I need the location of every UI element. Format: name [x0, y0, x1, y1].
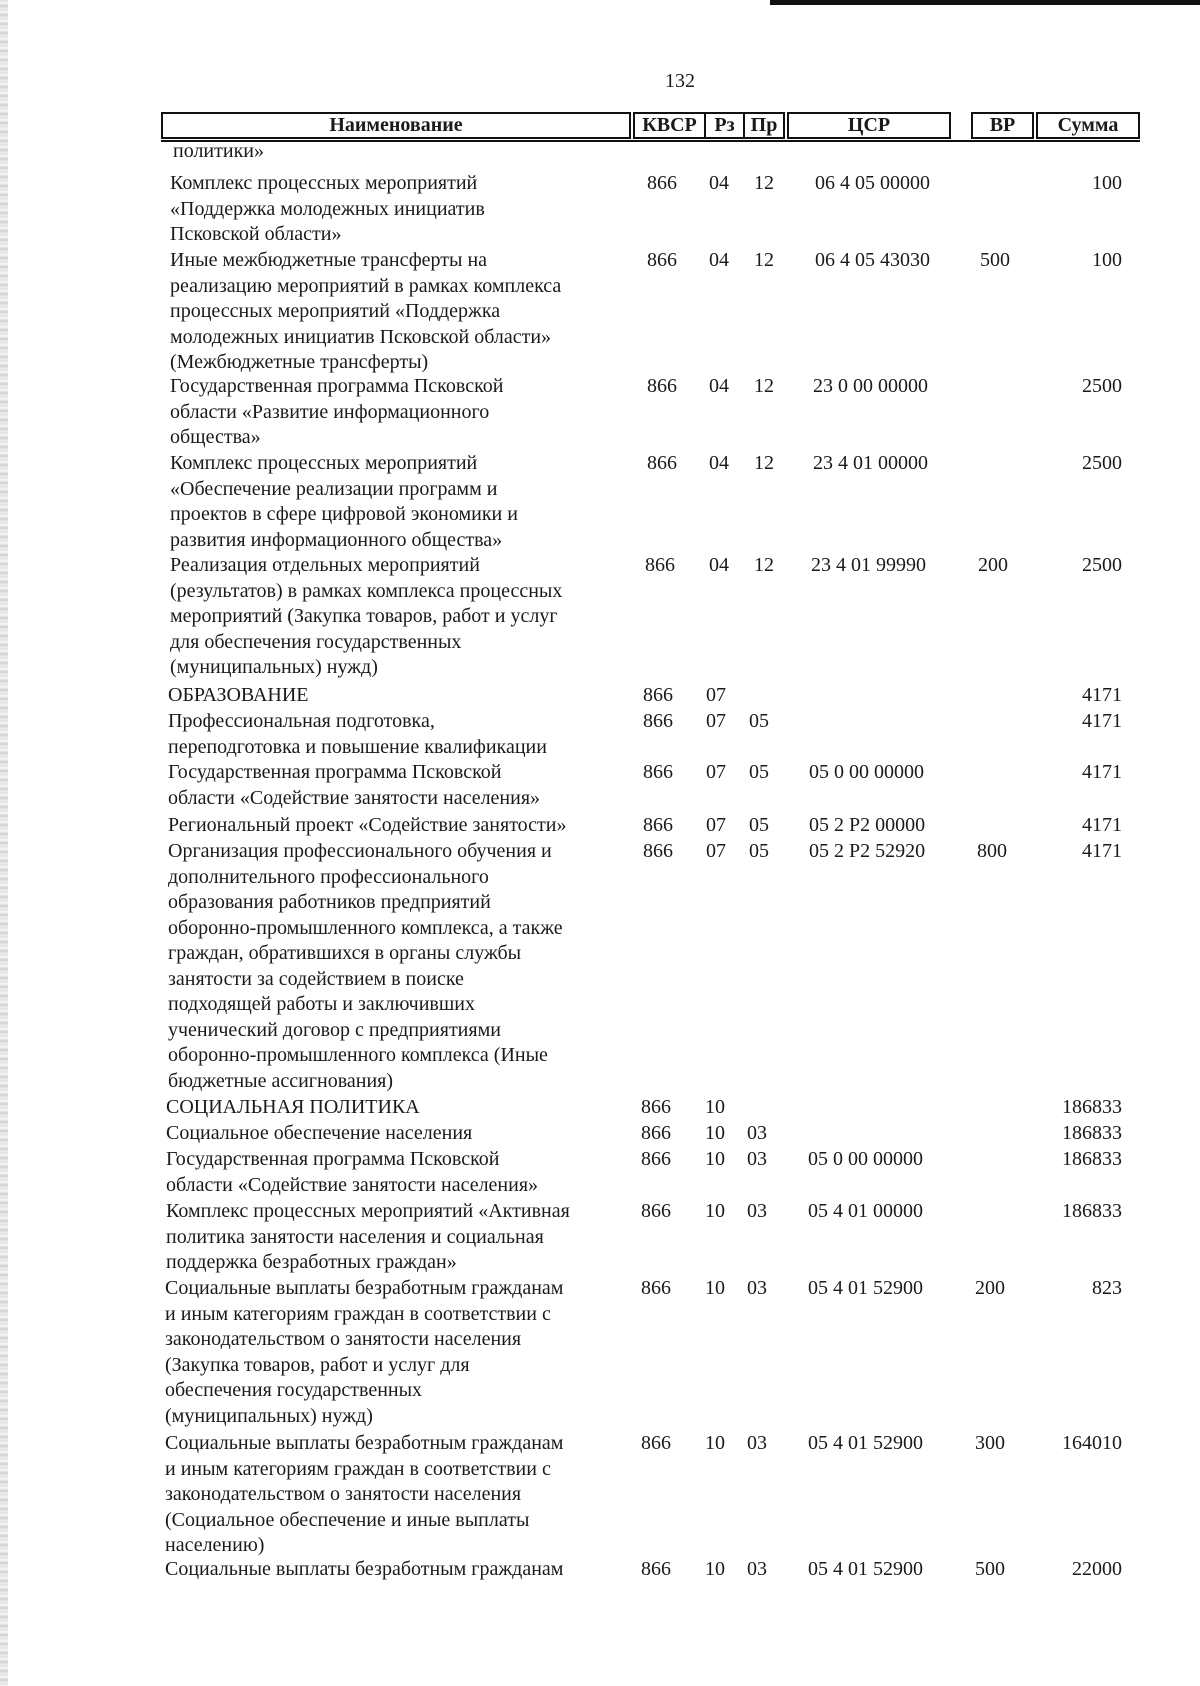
cell-kvsr: 866 [641, 1277, 671, 1299]
cell-sum: 186833 [1062, 1096, 1122, 1118]
cell-name: Социальное обеспечение населения [166, 1122, 473, 1144]
cell-rz: 07 [706, 840, 726, 862]
cell-kvsr: 866 [647, 172, 677, 194]
cell-csr: 23 4 01 99990 [811, 554, 926, 576]
cell-vr: 500 [975, 1558, 1005, 1580]
cell-rz: 10 [705, 1558, 725, 1580]
cell-rz: 10 [705, 1277, 725, 1299]
cell-kvsr: 866 [647, 375, 677, 397]
cell-kvsr: 866 [643, 840, 673, 862]
cell-csr: 23 4 01 00000 [813, 452, 928, 474]
cell-kvsr: 866 [641, 1558, 671, 1580]
cell-vr: 300 [975, 1432, 1005, 1454]
cell-csr: 05 2 P2 52920 [809, 840, 926, 862]
cell-pr: 03 [747, 1277, 767, 1299]
cell-rz: 04 [709, 554, 729, 576]
cell-rz: 10 [705, 1432, 725, 1454]
cell-rz: 10 [705, 1148, 725, 1170]
cell-csr: 05 0 00 00000 [808, 1148, 923, 1170]
cell-name: Социальные выплаты безработным гражданам и иным категориям граждан в соответствии с законодательством о занятости населения (Закупка товаров, работ и услуг для обеспечения государственных (муниципальных) нужд) [165, 1277, 564, 1427]
cell-csr: 06 4 05 43030 [815, 249, 930, 271]
cell-pr: 03 [747, 1558, 767, 1580]
cell-pr: 03 [747, 1148, 767, 1170]
cell-rz: 07 [706, 710, 726, 732]
cell-kvsr: 866 [645, 554, 675, 576]
header-kvsr: КВСР [633, 112, 706, 139]
cell-name: политики» [173, 140, 264, 162]
cell-name: Комплекс процессных мероприятий «Поддержка молодежных инициатив Псковской области» [170, 172, 485, 245]
cell-kvsr: 866 [643, 814, 673, 836]
cell-name: Реализация отдельных мероприятий (результатов) в рамках комплекса процессных мероприятий (Закупка товаров, работ и услуг для обеспечения государственных (муниципальных) нужд) [170, 554, 563, 678]
cell-sum: 2500 [1082, 554, 1122, 576]
cell-csr: 06 4 05 00000 [815, 172, 930, 194]
cell-sum: 100 [1092, 249, 1122, 271]
cell-rz: 04 [709, 172, 729, 194]
cell-sum: 4171 [1082, 684, 1122, 706]
cell-vr: 800 [977, 840, 1007, 862]
header-vr: ВР [971, 112, 1034, 139]
cell-sum: 2500 [1082, 452, 1122, 474]
cell-pr: 05 [749, 761, 769, 783]
cell-csr: 05 4 01 52900 [808, 1277, 923, 1299]
cell-vr: 200 [975, 1277, 1005, 1299]
cell-rz: 04 [709, 452, 729, 474]
cell-pr: 03 [747, 1432, 767, 1454]
cell-pr: 03 [747, 1200, 767, 1222]
cell-rz: 07 [706, 684, 726, 706]
cell-sum: 4171 [1082, 710, 1122, 732]
cell-kvsr: 866 [643, 761, 673, 783]
header-pr: Пр [743, 112, 785, 139]
cell-rz: 07 [706, 814, 726, 836]
header-csr: ЦСР [787, 112, 951, 139]
cell-csr: 23 0 00 00000 [813, 375, 928, 397]
cell-kvsr: 866 [641, 1096, 671, 1118]
cell-csr: 05 2 P2 00000 [809, 814, 926, 836]
cell-rz: 04 [709, 249, 729, 271]
cell-pr: 12 [754, 452, 774, 474]
header-sum: Сумма [1036, 112, 1140, 139]
cell-pr: 12 [754, 375, 774, 397]
cell-name: СОЦИАЛЬНАЯ ПОЛИТИКА [166, 1096, 420, 1118]
cell-vr: 200 [978, 554, 1008, 576]
header-rz: Рз [704, 112, 745, 139]
cell-kvsr: 866 [647, 249, 677, 271]
cell-rz: 10 [705, 1122, 725, 1144]
cell-kvsr: 866 [641, 1148, 671, 1170]
cell-name: Государственная программа Псковской области «Содействие занятости населения» [168, 761, 541, 809]
cell-sum: 186833 [1062, 1200, 1122, 1222]
cell-sum: 2500 [1082, 375, 1122, 397]
cell-name: Социальные выплаты безработным гражданам и иным категориям граждан в соответствии с законодательством о занятости населения (Социальное обеспечение и иные выплаты населению) [165, 1432, 564, 1556]
cell-pr: 05 [749, 814, 769, 836]
cell-name: Государственная программа Псковской области «Содействие занятости населения» [166, 1148, 539, 1196]
cell-csr: 05 4 01 52900 [808, 1558, 923, 1580]
cell-kvsr: 866 [647, 452, 677, 474]
cell-sum: 186833 [1062, 1148, 1122, 1170]
cell-kvsr: 866 [643, 684, 673, 706]
cell-name: Профессиональная подготовка, переподготовка и повышение квалификации [168, 710, 547, 758]
cell-kvsr: 866 [643, 710, 673, 732]
cell-name: Комплекс процессных мероприятий «Обеспечение реализации программ и проектов в сфере цифровой экономики и развития информационного общества» [170, 452, 518, 551]
cell-kvsr: 866 [641, 1122, 671, 1144]
cell-name: Иные межбюджетные трансферты на реализацию мероприятий в рамках комплекса процессных мероприятий «Поддержка молодежных инициатив Псковской области» (Межбюджетные трансферты) [170, 249, 562, 373]
cell-csr: 05 4 01 00000 [808, 1200, 923, 1222]
cell-rz: 10 [705, 1200, 725, 1222]
cell-name: Региональный проект «Содействие занятости» [168, 814, 567, 836]
cell-sum: 4171 [1082, 814, 1122, 836]
cell-rz: 10 [705, 1096, 725, 1118]
cell-csr: 05 4 01 52900 [808, 1432, 923, 1454]
cell-sum: 4171 [1082, 761, 1122, 783]
cell-name: Комплекс процессных мероприятий «Активная политика занятости населения и социальная поддержка безработных граждан» [166, 1200, 570, 1273]
cell-pr: 05 [749, 840, 769, 862]
cell-pr: 05 [749, 710, 769, 732]
cell-vr: 500 [980, 249, 1010, 271]
cell-sum: 100 [1092, 172, 1122, 194]
cell-kvsr: 866 [641, 1200, 671, 1222]
cell-sum: 186833 [1062, 1122, 1122, 1144]
cell-name: Государственная программа Псковской области «Развитие информационного общества» [170, 375, 504, 448]
cell-name: ОБРАЗОВАНИЕ [168, 684, 309, 706]
cell-pr: 03 [747, 1122, 767, 1144]
cell-rz: 04 [709, 375, 729, 397]
cell-pr: 12 [754, 249, 774, 271]
cell-pr: 12 [754, 172, 774, 194]
cell-name: Социальные выплаты безработным гражданам [165, 1558, 564, 1580]
cell-name: Организация профессионального обучения и дополнительного профессионального образования работников предприятий оборонно-промышленного комплекса, а также граждан, обратившихся в органы службы занятости за содействием в поиске подходящей работы и заключивших ученический договор с предприятиями оборонно-промышленного комплекса (Иные бюджетные ассигнования) [168, 840, 563, 1092]
page-number: 132 [665, 70, 695, 92]
cell-rz: 07 [706, 761, 726, 783]
cell-kvsr: 866 [641, 1432, 671, 1454]
cell-sum: 823 [1092, 1277, 1122, 1299]
cell-sum: 164010 [1062, 1432, 1122, 1454]
cell-sum: 22000 [1072, 1558, 1122, 1580]
cell-csr: 05 0 00 00000 [809, 761, 924, 783]
header-name: Наименование [161, 112, 631, 139]
cell-pr: 12 [754, 554, 774, 576]
cell-sum: 4171 [1082, 840, 1122, 862]
